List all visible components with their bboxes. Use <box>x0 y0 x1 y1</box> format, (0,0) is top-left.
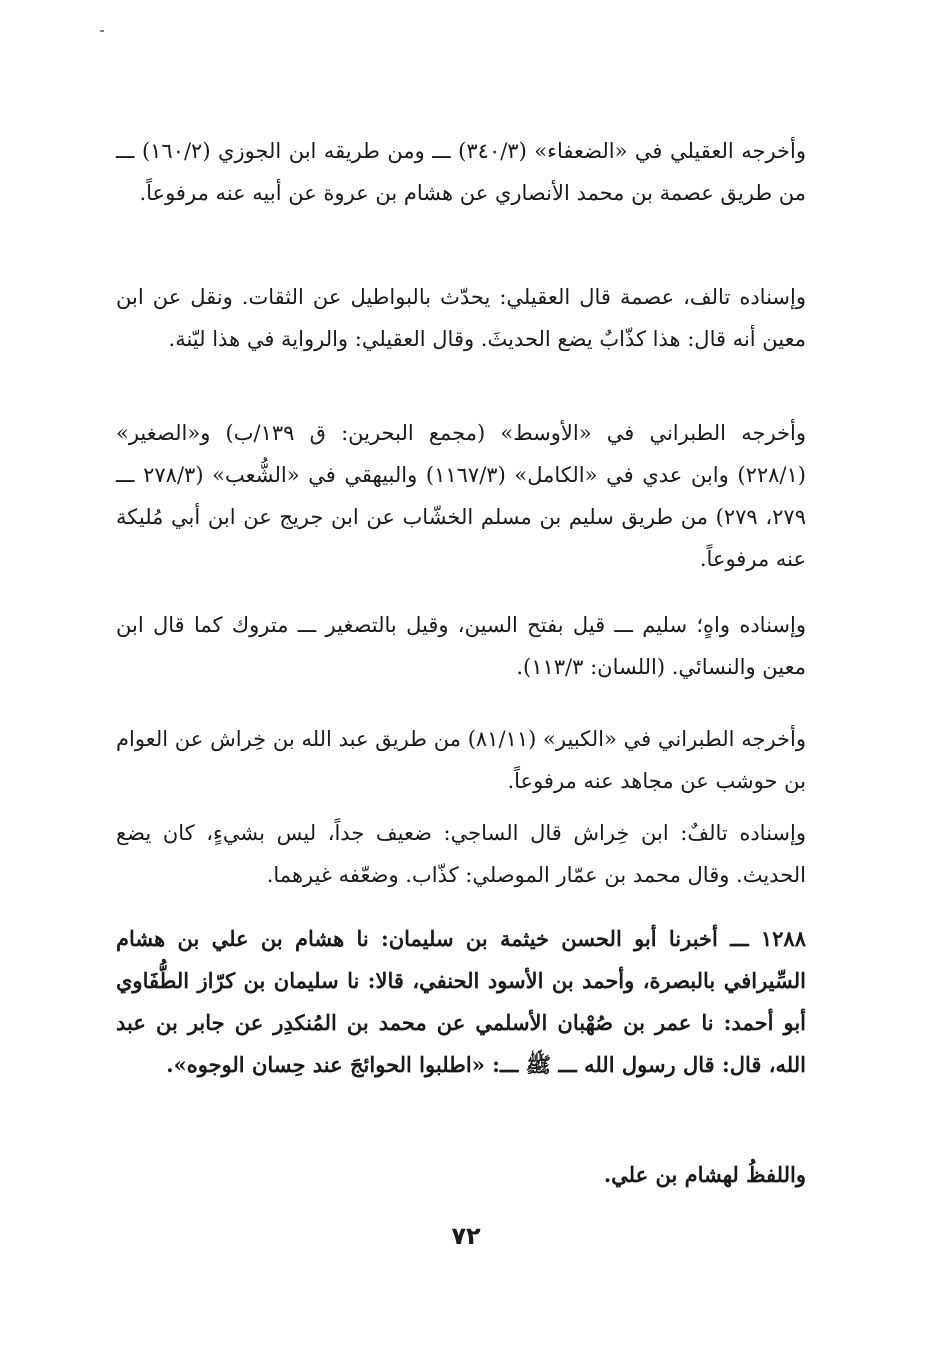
paragraph-takhrij-tabarani-awsat: وأخرجه الطبراني في «الأوسط» (مجمع البحرين: ق ١٣٩/ب) و«الصغير» (٢٢٨/١) وابن عدي في «الكامل» (١١٦٧/٣) والبيهقي في «الشُّعب» (٢٧٨/٣ ـــ ٢٧٩، ٢٧٩) من طريق سليم بن مسلم الخشّاب عن ابن جريج عن ابن أبي مُليكة عنه مرفوعاً. <box>116 421 806 571</box>
paragraph-takhrij-uqayli: وأخرجه العقيلي في «الضعفاء» (٣٤٠/٣) ـــ ومن طريقه ابن الجوزي (١٦٠/٢) ـــ من طريق عصمة بن محمد الأنصاري عن هشام بن عروة عن أبيه عنه مرفوعاً. <box>116 139 806 205</box>
paragraph-takhrij-tabarani-kabir: وأخرجه الطبراني في «الكبير» (٨١/١١) من طريق عبد الله بن خِراش عن العوام بن حوشب عن مجاهد عنه مرفوعاً. <box>116 727 807 793</box>
scan-mark <box>100 30 104 32</box>
paragraph-isnad-ibn-khirash: وإسناده تالفٌ: ابن خِراش قال الساجي: ضعيف جداً، ليس بشيءٍ، كان يضع الحديث. وقال محمد بن عمّار الموصلي: كذّاب. وضعّفه غيرهما. <box>116 821 806 887</box>
wording-note: واللفظُ لهشام بن علي. <box>603 1162 806 1187</box>
paragraph-isnad-ismah: وإسناده تالف، عصمة قال العقيلي: يحدّث بالبواطيل عن الثقات. ونقل عن ابن معين أنه قال: هذا كذّابٌ يضع الحديثَ. وقال العقيلي: والرواية في هذا ليّنة. <box>116 285 806 351</box>
hadith-1288: ١٢٨٨ ـــ أخبرنا أبو الحسن خيثمة بن سليمان: نا هشام بن علي بن هشام السِّيرافي بالبصرة، وأحمد بن الأسود الحنفي، قالا: نا سليمان بن كرّاز الطُّفَاوي أبو أحمد: نا عمر بن صُهْبان الأسلمي عن محمد بن المُنكدِر عن جابر بن عبد الله، قال: قال رسول الله ـــ ﷺ ـــ: «اطلبوا الحوائجَ عند حِسان الوجوه». <box>116 926 806 1077</box>
page-number: ٧٢ <box>451 1222 481 1250</box>
paragraph-isnad-sulaym: وإسناده واهٍ؛ سليم ـــ قيل بفتح السين، وقيل بالتصغير ـــ متروك كما قال ابن معين والنسائي. (اللسان: ١١٣/٣). <box>116 613 806 679</box>
